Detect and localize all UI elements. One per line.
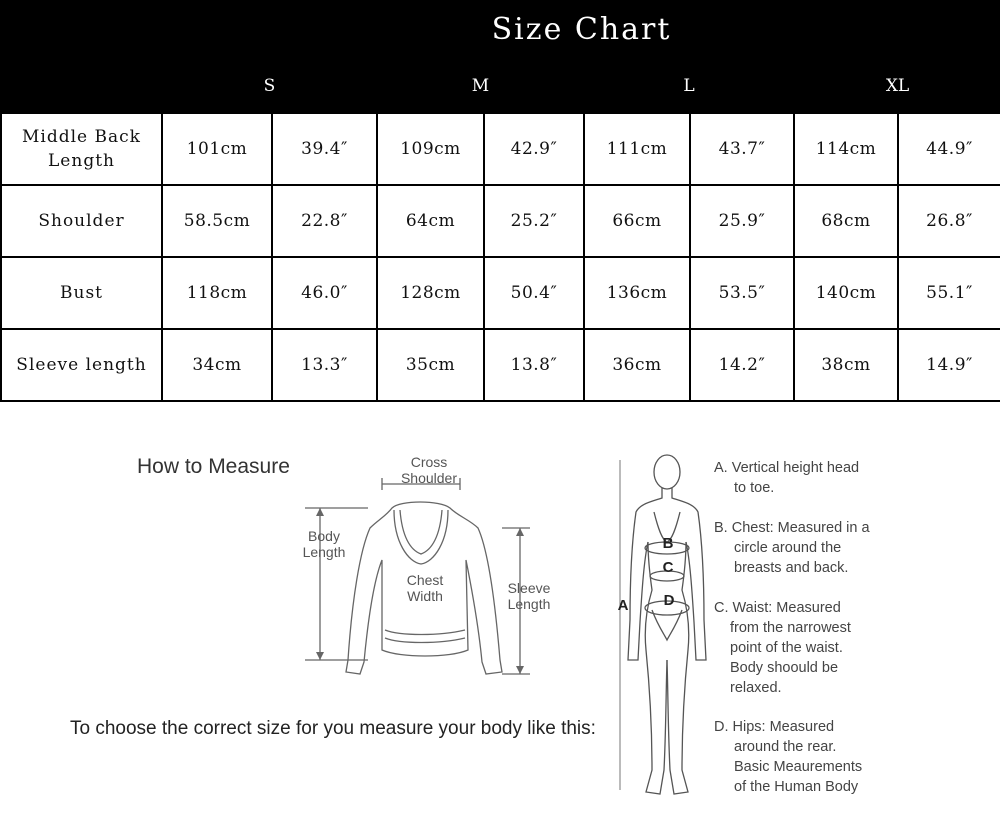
marker-d: D bbox=[663, 592, 675, 609]
table-cell: 111cm bbox=[584, 113, 690, 185]
header-corner bbox=[1, 1, 162, 113]
table-cell: 42.9″ bbox=[484, 113, 584, 185]
table-cell: 58.5cm bbox=[162, 185, 272, 257]
size-header-m: M bbox=[377, 58, 584, 113]
table-cell: 136cm bbox=[584, 257, 690, 329]
table-cell: 38cm bbox=[794, 329, 898, 401]
size-header-xl: XL bbox=[794, 58, 1000, 113]
note-c-waist: C. Waist: Measured from the narrowest point of the waist. Body shoould be relaxed. bbox=[714, 600, 851, 696]
size-chart-table bbox=[0, 0, 1000, 402]
table-cell: 46.0″ bbox=[272, 257, 377, 329]
row-label-shoulder: Shoulder bbox=[1, 185, 162, 257]
size-chart-title: Size Chart bbox=[162, 1, 1000, 58]
label-cross-shoulder: Cross Shoulder bbox=[400, 454, 458, 486]
table-cell: 36cm bbox=[584, 329, 690, 401]
table-cell: 101cm bbox=[162, 113, 272, 185]
table-cell: 13.3″ bbox=[272, 329, 377, 401]
label-chest-width: Chest Width bbox=[406, 572, 444, 604]
table-cell: 118cm bbox=[162, 257, 272, 329]
table-row bbox=[1, 257, 1000, 329]
table-cell: 50.4″ bbox=[484, 257, 584, 329]
table-row bbox=[1, 329, 1000, 401]
marker-c: C bbox=[662, 559, 674, 576]
table-cell: 66cm bbox=[584, 185, 690, 257]
marker-b: B bbox=[662, 535, 674, 552]
table-cell: 53.5″ bbox=[690, 257, 794, 329]
label-body-length: Body Length bbox=[302, 528, 346, 560]
table-row bbox=[1, 185, 1000, 257]
note-b-chest: B. Chest: Measured in a circle around the breasts and back. bbox=[714, 520, 870, 576]
size-header-l: L bbox=[584, 58, 794, 113]
table-cell: 13.8″ bbox=[484, 329, 584, 401]
table-cell: 109cm bbox=[377, 113, 484, 185]
table-cell: 44.9″ bbox=[898, 113, 1000, 185]
table-cell: 39.4″ bbox=[272, 113, 377, 185]
table-cell: 64cm bbox=[377, 185, 484, 257]
table-cell: 114cm bbox=[794, 113, 898, 185]
table-cell: 25.9″ bbox=[690, 185, 794, 257]
table-cell: 14.2″ bbox=[690, 329, 794, 401]
row-label-bust: Bust bbox=[1, 257, 162, 329]
table-row bbox=[1, 113, 1000, 185]
table-cell: 34cm bbox=[162, 329, 272, 401]
row-label-sleeve-length: Sleeve length bbox=[1, 329, 162, 401]
row-label-middle-back-length: Middle Back Length bbox=[1, 113, 162, 185]
label-sleeve-length: Sleeve Length bbox=[507, 580, 551, 612]
measure-instruction: To choose the correct size for you measure your body like this: bbox=[70, 718, 596, 739]
size-header-s: S bbox=[162, 58, 377, 113]
how-to-measure-section bbox=[0, 430, 1000, 833]
table-cell: 35cm bbox=[377, 329, 484, 401]
table-cell: 25.2″ bbox=[484, 185, 584, 257]
table-cell: 14.9″ bbox=[898, 329, 1000, 401]
note-a-height: A. Vertical height head to toe. bbox=[714, 460, 860, 496]
table-cell: 43.7″ bbox=[690, 113, 794, 185]
table-cell: 128cm bbox=[377, 257, 484, 329]
table-cell: 68cm bbox=[794, 185, 898, 257]
table-cell: 55.1″ bbox=[898, 257, 1000, 329]
marker-a: A bbox=[617, 597, 629, 614]
table-cell: 26.8″ bbox=[898, 185, 1000, 257]
how-to-measure-title: How to Measure bbox=[137, 455, 290, 478]
note-d-hips: D. Hips: Measured around the rear. Basic Meaurements of the Human Body bbox=[714, 719, 863, 795]
table-cell: 22.8″ bbox=[272, 185, 377, 257]
body-figure-diagram bbox=[612, 450, 722, 810]
table-cell: 140cm bbox=[794, 257, 898, 329]
